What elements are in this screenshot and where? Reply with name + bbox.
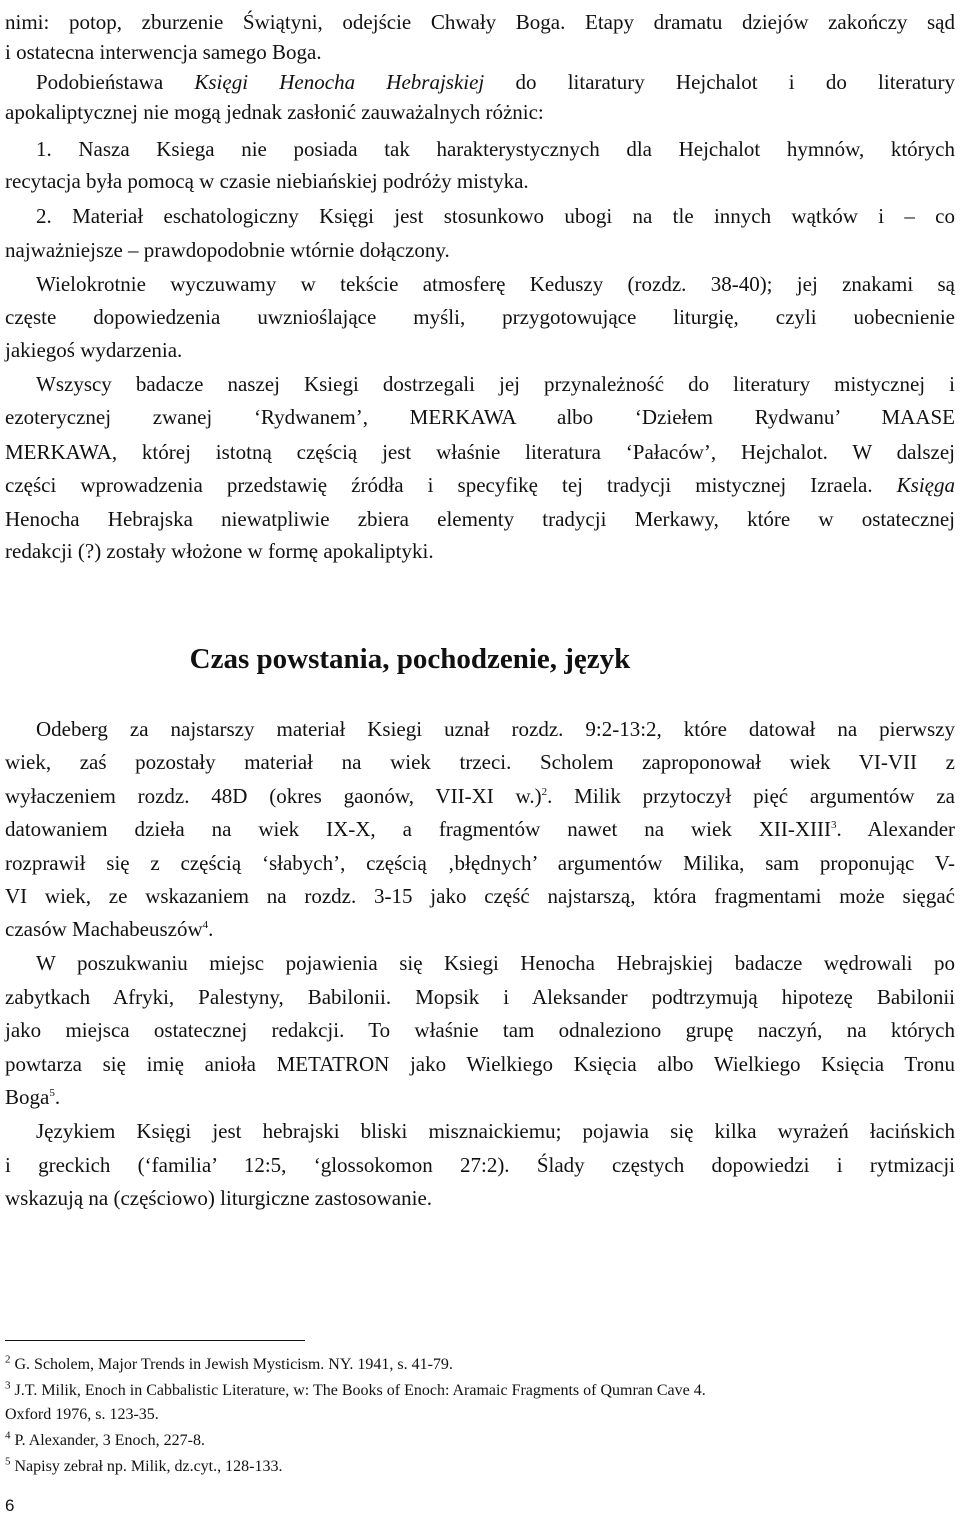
paragraph-line: rozprawił się z częścią ‘słabych’, częścią ‚błędnych’ argumentów Milika, sam proponując V- xyxy=(5,851,955,875)
footnote: $^5$ Napisy zebrał np. Milik, dz.cyt., 128-133. xyxy=(5,1455,283,1475)
paragraph-line: jako miejsca ostatecznej redakcji. To właśnie tam odnaleziono grupę naczyń, na których xyxy=(5,1018,955,1042)
list-item-line: 1. Nasza Ksiega nie posiada tak harakterystycznych dla Hejchalot hymnów, których xyxy=(36,137,955,161)
paragraph-line: wyłaczeniem rozdz. 48D (okres gaonów, VII-XI w.)$^2$. Milik przytoczył pięć argumentów za xyxy=(5,784,955,808)
footnote-divider xyxy=(5,1340,305,1341)
paragraph-line: wiek, zaś pozostały materiał na wiek trzeci. Scholem zaproponował wiek VI-VII z xyxy=(5,750,955,774)
paragraph-line: i ostatecna interwencja samego Boga. xyxy=(5,40,322,64)
paragraph-line: ezoterycznej zwanej ‘Rydwanem’, MERKAWA albo ‘Dziełem Rydwanu’ MAASE xyxy=(5,405,955,429)
list-item-line: 2. Materiał eschatologiczny Księgi jest stosunkowo ubogi na tle innych wątków i – co xyxy=(36,204,955,228)
paragraph-line: Wielokrotnie wyczuwamy w tekście atmosferę Keduszy (rozdz. 38-40); jej znakami są xyxy=(36,272,955,296)
footnote-ref[interactable]: 4 xyxy=(202,919,209,931)
paragraph-line: datowaniem dzieła na wiek IX-X, a fragmentów nawet na wiek XII-XIII$^3$. Alexander xyxy=(5,817,956,841)
paragraph-line: części wprowadzenia przedstawię źródła i specyfikę tej tradycji mistycznej Izraela. Księga xyxy=(5,473,955,497)
footnote: $^3$ J.T. Milik, Enoch in Cabbalistic Literature, w: The Books of Enoch: Aramaic Fragments of Qumran Cave 4. xyxy=(5,1379,706,1399)
paragraph-line: MERKAWA, której istotną częścią jest właśnie literatura ‘Pałaców’, Hejchalot. W dalszej xyxy=(5,440,955,464)
footnote: $^2$ G. Scholem, Major Trends in Jewish Mysticism. NY. 1941, s. 41-79. xyxy=(5,1353,453,1373)
paragraph-line: czasów Machabeuszów$^4$. xyxy=(5,917,214,941)
paragraph-line: Wszyscy badacze naszej Ksiegi dostrzegali jej przynależność do literatury mistycznej i xyxy=(36,372,955,396)
paragraph-line: powtarza się imię anioła METATRON jako Wielkiego Księcia albo Wielkiego Księcia Tronu xyxy=(5,1052,955,1076)
paragraph-line: VI wiek, ze wskazaniem na rozdz. 3-15 jako część najstarszą, która fragmentami może sięgać xyxy=(5,884,955,908)
paragraph-line: zabytkach Afryki, Palestyny, Babilonii. Mopsik i Aleksander podtrzymują hipotezę Babilonii xyxy=(5,985,955,1009)
paragraph-line: apokaliptycznej nie mogą jednak zasłonić zauważalnych różnic: xyxy=(5,100,544,124)
footnote-ref[interactable]: 2 xyxy=(541,786,548,798)
paragraph-line: Odeberg za najstarszy materiał Ksiegi uznał rozdz. 9:2-13:2, które datował na pierwszy xyxy=(36,717,955,741)
paragraph-line: Językiem Księgi jest hebrajski bliski misznaickiemu; pojawia się kilka wyrażeń łacińskich xyxy=(36,1119,955,1143)
footnote-ref[interactable]: 3 xyxy=(831,819,837,831)
list-item-line: recytacja była pomocą w czasie niebiańskiej podróży mistyka. xyxy=(5,169,529,193)
paragraph-line: Boga$^5$. xyxy=(5,1085,61,1109)
paragraph-line: redakcji (?) zostały włożone w formę apokaliptyki. xyxy=(5,539,434,563)
paragraph-line: i greckich (‘familia’ 12:5, ‘glossokomon 27:2). Ślady częstych dopowiedzi i rytmizacji xyxy=(5,1153,955,1177)
list-item-line: najważniejsze – prawdopodobnie wtórnie dołączony. xyxy=(5,238,450,262)
section-heading: Czas powstania, pochodzenie, język xyxy=(189,643,631,675)
paragraph-line: Henocha Hebrajska niewatpliwie zbiera elementy tradycji Merkawy, które w ostatecznej xyxy=(5,507,955,531)
footnote: Oxford 1976, s. 123-35. xyxy=(5,1406,159,1423)
paragraph-line: W poszukwaniu miejsc pojawienia się Ksiegi Henocha Hebrajskiej badacze wędrowali po xyxy=(36,951,955,975)
paragraph-line: częste dopowiedzenia uwznioślające myśli, przygotowujące liturgię, czyli uobecnienie xyxy=(5,305,955,329)
page-number: 6 xyxy=(5,1496,15,1515)
paragraph-line: jakiegoś wydarzenia. xyxy=(5,338,183,362)
paragraph-line: wskazują na (częściowo) liturgiczne zastosowanie. xyxy=(5,1186,433,1210)
footnote-ref[interactable]: 5 xyxy=(49,1087,55,1099)
paragraph-line: Podobieństawa Księgi Henocha Hebrajskiej do litaratury Hejchalot i do literatury xyxy=(36,70,956,94)
footnote: $^4$ P. Alexander, 3 Enoch, 227-8. xyxy=(5,1429,205,1449)
paragraph-line: nimi: potop, zburzenie Świątyni, odejście Chwały Boga. Etapy dramatu dziejów zakończy sąd xyxy=(5,10,955,34)
